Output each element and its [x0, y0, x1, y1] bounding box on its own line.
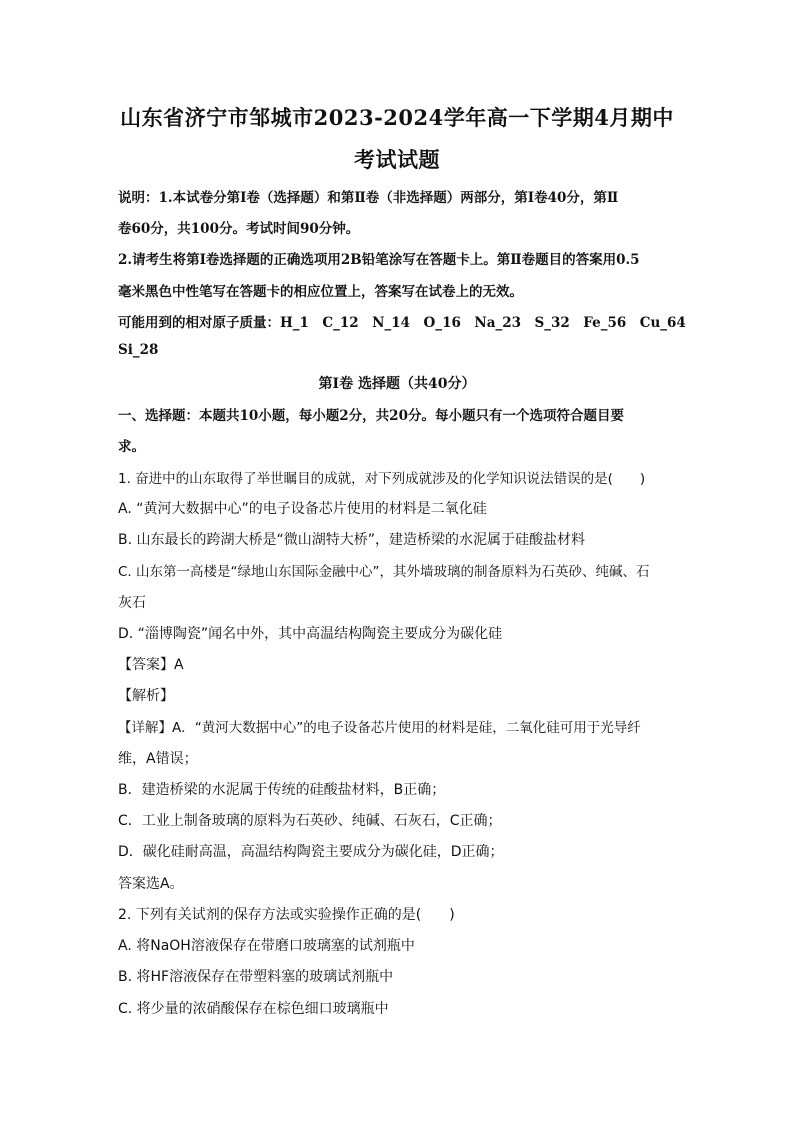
part-instructions-line2: 求。	[118, 439, 145, 455]
instructions-line2: 卷60分，共100分。考试时间90分钟。	[118, 221, 360, 237]
instructions-line1: 说明：1.本试卷分第Ⅰ卷（选择题）和第Ⅱ卷（非选择题）两部分，第Ⅰ卷40分，第Ⅱ	[118, 190, 619, 206]
question-2-option-a: A. 将NaOH溶液保存在带磨口玻璃塞的试剂瓶中	[118, 938, 415, 954]
question-2-option-b: B. 将HF溶液保存在带塑料塞的玻璃试剂瓶中	[118, 969, 394, 985]
question-1-option-d: D. “淄博陶瓷”闻名中外，其中高温结构陶瓷主要成分为碳化硅	[118, 626, 503, 642]
question-1-option-a: A. “黄河大数据中心”的电子设备芯片使用的材料是二氧化硅	[118, 501, 487, 517]
instructions-line4: 毫米黑色中性笔写在答题卡的相应位置上，答案写在试卷上的无效。	[118, 284, 523, 300]
atomic-mass-line2: Si_28	[118, 342, 159, 358]
exam-title-line1: 山东省济宁市邹城市2023-2024学年高一下学期4月期中	[120, 105, 674, 130]
section-heading: 第Ⅰ卷 选择题（共40分）	[318, 376, 476, 392]
exam-title-line2: 考试试题	[354, 147, 440, 172]
question-1-detail-4: D．碳化硅耐高温，高温结构陶瓷主要成分为碳化硅，D正确；	[118, 844, 504, 860]
question-1-conclusion: 答案选A。	[118, 876, 184, 892]
question-1-stem: 1. 奋进中的山东取得了举世瞩目的成就，对下列成就涉及的化学知识说法错误的是( )	[118, 471, 646, 487]
question-1-detail-1: 【详解】A．“黄河大数据中心”的电子设备芯片使用的材料是硅，二氧化硅可用于光导纤	[118, 720, 641, 736]
question-1-option-c: C. 山东第一高楼是“绿地山东国际金融中心”，其外墙玻璃的制备原料为石英砂、纯碱、石	[118, 564, 650, 580]
question-2-stem: 2. 下列有关试剂的保存方法或实验操作正确的是( )	[118, 907, 455, 923]
question-1-detail-3: C．工业上制备玻璃的原料为石英砂、纯碱、石灰石，C正确；	[118, 813, 502, 829]
question-2-option-c: C. 将少量的浓硝酸保存在棕色细口玻璃瓶中	[118, 1001, 389, 1017]
question-1-detail-2: B．建造桥梁的水泥属于传统的硅酸盐材料，B正确；	[118, 782, 446, 798]
atomic-mass-line: 可能用到的相对原子质量：H_1 C_12 N_14 O_16 Na_23 S_32 Fe_56 Cu_64	[118, 315, 686, 331]
instructions-line3: 2.请考生将第Ⅰ卷选择题的正确选项用2B铅笔涂写在答题卡上。第Ⅱ卷题目的答案用0.5	[118, 252, 640, 268]
question-1-answer: 【答案】A	[118, 657, 184, 673]
part-instructions-line1: 一、选择题：本题共10小题，每小题2分，共20分。每小题只有一个选项符合题目要	[118, 408, 624, 424]
question-1-analysis-label: 【解析】	[118, 688, 174, 704]
question-1-option-c-cont: 灰石	[118, 595, 146, 611]
question-1-option-b: B. 山东最长的跨湖大桥是“微山湖特大桥”，建造桥梁的水泥属于硅酸盐材料	[118, 532, 586, 548]
question-1-detail-1-cont: 维，A错误；	[118, 751, 198, 767]
